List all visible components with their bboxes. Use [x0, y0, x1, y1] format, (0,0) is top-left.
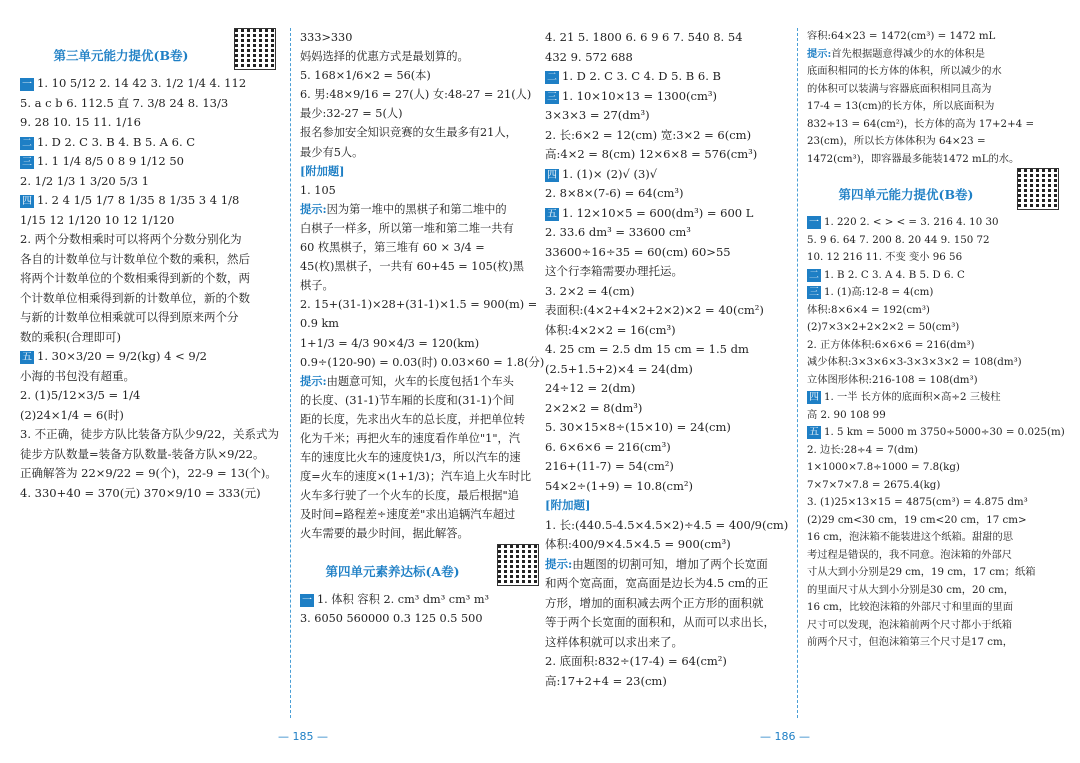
line-text: 1. 1 1/4 8/5 0 8 9 1/12 50	[37, 154, 184, 168]
answer-line	[545, 48, 790, 68]
line-text: 3. 6050 560000 0.3 125 0.5 500	[300, 611, 483, 625]
line-text: 火车需要的最少时间，据此解答。	[300, 527, 469, 541]
line-text: 距的长度，先求出火车的总长度，并把单位转	[300, 412, 526, 426]
line-text: 高:17+2+4 = 23(cm)	[545, 673, 667, 688]
answer-line	[545, 28, 790, 48]
answer-line	[545, 672, 790, 692]
answer-line	[20, 308, 282, 328]
line-text: 由题意可知，火车的长度包括1个车头	[326, 374, 514, 388]
part-number-badge: 二	[809, 269, 819, 281]
line-text: 表面积:(4×2+4×2+2×2)×2 = 40(cm²)	[545, 303, 764, 317]
line-text: 7×7×7×7.8 = 2675.4(kg)	[807, 478, 941, 491]
column-divider	[290, 28, 291, 718]
section-header	[807, 168, 1065, 214]
line-text: 1472(cm³)，即容器最多能装1472 mL的水。	[807, 152, 1020, 165]
section-header	[20, 28, 282, 74]
answer-line	[300, 238, 545, 257]
qr-code-icon	[1017, 168, 1059, 210]
answer-line	[545, 165, 790, 185]
addon-heading	[545, 496, 790, 516]
line-text: 最少有5人。	[300, 145, 364, 159]
hint-label: 提示:	[545, 556, 573, 571]
part-number-badge: 二	[547, 72, 557, 83]
line-text: 1. D 2. C 3. C 4. D 5. B 6. B	[562, 69, 721, 83]
answer-line	[807, 63, 1065, 81]
line-text: 1. (1)高:12-8 = 4(cm)	[824, 286, 934, 298]
line-text: 考过程是错误的，我不同意。泡沫箱的外部尺	[807, 548, 1013, 561]
section-title: 第四单元素养达标(A卷)	[325, 563, 460, 579]
answer-line	[20, 347, 282, 367]
answer-line	[807, 582, 1065, 600]
line-text: 立体图形体积:216-108 = 108(dm³)	[807, 373, 978, 386]
answer-line	[545, 360, 790, 380]
line-text: 1. 10 5/12 2. 14 42 3. 1/2 1/4 4. 112	[37, 76, 247, 90]
line-text: 33600÷16÷35 = 60(cm) 60>55	[545, 244, 731, 259]
answer-line	[545, 613, 790, 633]
column-divider	[797, 28, 798, 718]
line-text: 化为千米；再把火车的速度看作单位"1"，汽	[300, 431, 521, 445]
line-text: 各自的计数单位与计数单位个数的乘积，然后	[20, 251, 250, 266]
line-text: 45(枚)黑棋子，一共有 60+45 = 105(枚)黑	[300, 260, 525, 274]
line-text: 3. (1)25×13×15 = 4875(cm³) = 4.875 dm³	[807, 496, 1028, 508]
answer-line	[545, 477, 790, 497]
line-text: 由题图的切割可知，增加了两个长宽面	[572, 556, 768, 571]
page-number: — 185 —	[278, 730, 328, 743]
line-text: 等于两个长宽面的面积和，从而可以求出长，	[545, 615, 775, 629]
answer-line	[807, 232, 1065, 250]
line-text: 1. 一半 长方体的底面积×高÷2 三棱柱	[824, 391, 1001, 403]
part-number-badge: 三	[22, 157, 32, 168]
page-number: — 186 —	[760, 730, 810, 743]
line-text: 首先根据题意得减少的水的体积是	[831, 47, 986, 60]
part-number-badge: 三	[547, 91, 557, 103]
line-text: 将两个计数单位的个数相乘得到新的个数，两	[20, 271, 250, 285]
line-text: 1. 5 km = 5000 m 3750÷5000÷30 = 0.025(m)	[824, 426, 1065, 438]
line-text: 17-4 = 13(cm)的长方体，所以底面积为	[807, 100, 995, 112]
answer-line	[300, 334, 545, 353]
answer-line	[545, 516, 790, 536]
answer-line	[20, 484, 282, 504]
answer-line	[20, 250, 282, 270]
column-4	[807, 28, 1065, 718]
answer-line	[300, 410, 545, 429]
answer-line	[300, 448, 545, 467]
line-text: 3×3×3 = 27(dm³)	[545, 108, 650, 122]
answer-line	[807, 599, 1065, 617]
part-number-badge: 五	[22, 352, 32, 363]
qr-code-icon	[234, 28, 276, 70]
line-text: (2)29 cm<30 cm，19 cm<20 cm，17 cm>	[807, 513, 1027, 526]
answer-line	[20, 328, 282, 348]
line-text: 前两个尺寸，但泡沫箱第三个尺寸是17 cm，	[807, 636, 1014, 648]
line-text: 寸从大到小分别是29 cm，19 cm，17 cm；纸箱	[807, 566, 1036, 578]
line-text: 23(cm)，所以长方体体积为 64×23 =	[807, 135, 986, 147]
part-number-badge: 二	[22, 137, 32, 149]
line-text: 9. 28 10. 15 11. 1/16	[20, 115, 141, 129]
line-text: 高 2. 90 108 99	[807, 408, 886, 421]
line-text: 车的速度比火车的速度快1/3，所以汽车的速	[300, 451, 521, 465]
answer-line	[300, 104, 545, 123]
answer-line	[20, 367, 282, 387]
line-text: 尺寸可以发现，泡沫箱前两个尺寸都小于纸箱	[807, 618, 1013, 631]
line-text: 1/15 12 1/120 10 12 1/120	[20, 212, 175, 227]
answer-line	[545, 145, 790, 165]
line-text: 最少:32-27 = 5(人)	[300, 107, 403, 121]
line-text: 小海的书包没有超重。	[20, 368, 135, 383]
line-text: 1. (1)× (2)√ (3)√	[562, 166, 658, 181]
hint-label: 提示:	[807, 47, 832, 60]
part-number-badge: 一	[302, 594, 312, 606]
answer-line	[20, 386, 282, 406]
line-text: 2. 8×8×(7-6) = 64(cm³)	[545, 186, 684, 200]
answer-line	[545, 262, 790, 282]
hint-line	[545, 555, 790, 575]
answer-line	[807, 267, 1065, 285]
answer-line	[807, 214, 1065, 232]
answer-line	[300, 66, 545, 85]
answer-line	[20, 191, 282, 211]
answer-line	[300, 429, 545, 448]
line-text: [附加题]	[300, 163, 345, 178]
answer-line	[300, 295, 545, 314]
line-text: 1. 30×3/20 = 9/2(kg) 4 < 9/2	[37, 349, 207, 363]
line-text: 6. 6×6×6 = 216(cm³)	[545, 439, 671, 454]
line-text: 妈妈选择的优惠方式是最划算的。	[300, 50, 469, 64]
hint-line	[300, 200, 545, 219]
answer-line	[20, 133, 282, 153]
answer-line	[545, 340, 790, 360]
part-number-badge: 五	[547, 208, 557, 220]
answer-line	[807, 372, 1065, 390]
answer-line	[807, 337, 1065, 355]
line-text: 减少体积:3×3×6×3-3×3×3×2 = 108(dm³)	[807, 356, 1022, 368]
answer-line	[807, 564, 1065, 582]
line-text: 3. 不正确，徒步方队比装备方队少9/22，关系式为	[20, 427, 279, 441]
answer-line	[300, 257, 545, 276]
answer-line	[545, 379, 790, 399]
line-text: 体积:4×2×2 = 16(cm³)	[545, 322, 676, 337]
part-number-badge: 一	[22, 79, 32, 90]
line-text: 4. 330+40 = 370(元) 370×9/10 = 333(元)	[20, 485, 261, 500]
answer-line	[300, 590, 545, 609]
answer-line	[20, 152, 282, 172]
line-text: 的体积可以装满与容器底面积相同且高为	[807, 82, 992, 95]
answer-line	[545, 418, 790, 438]
line-text: 数的乘积(合理即可)	[20, 329, 121, 344]
answer-line	[807, 407, 1065, 425]
line-text: 与新的计数单位相乘就可以得到原来两个分	[20, 310, 239, 324]
part-number-badge: 四	[22, 196, 32, 207]
line-text: 10. 12 216 11. 不变 变小 96 56	[807, 251, 963, 263]
answer-line	[545, 574, 790, 594]
line-text: 4. 25 cm = 2.5 dm 15 cm = 1.5 dm	[545, 342, 749, 356]
answer-line	[807, 617, 1065, 635]
line-text: 60 枚黑棋子，第三堆有 60 × 3/4 =	[300, 241, 485, 255]
line-text: 0.9÷(120-90) = 0.03(时) 0.03×60 = 1.8(分)	[300, 355, 545, 369]
line-text: 6. 男:48×9/16 = 27(人) 女:48-27 = 21(人)	[300, 88, 532, 102]
line-text: (2)24×1/4 = 6(时)	[20, 407, 124, 422]
answer-line	[20, 230, 282, 250]
line-text: 4. 21 5. 1800 6. 6 9 6 7. 540 8. 54	[545, 30, 743, 44]
answer-line	[545, 223, 790, 243]
line-text: 5. 30×15×8÷(15×10) = 24(cm)	[545, 420, 731, 434]
line-text: 方形，增加的面积减去两个正方形的面积就	[545, 595, 764, 610]
line-text: 2. (1)5/12×3/5 = 1/4	[20, 388, 141, 402]
line-text: 1×1000×7.8÷1000 = 7.8(kg)	[807, 461, 960, 473]
line-text: 2. 1/2 1/3 1 3/20 5/3 1	[20, 173, 149, 188]
answer-line	[807, 494, 1065, 512]
answer-line	[807, 116, 1065, 134]
part-number-badge: 五	[809, 427, 819, 438]
line-text: 白棋子一样多，所以第一堆和第二堆一共有	[300, 221, 514, 235]
answer-line	[20, 269, 282, 289]
hint-label: 提示:	[300, 373, 327, 388]
answer-line	[807, 28, 1065, 46]
answer-line	[545, 457, 790, 477]
answer-line	[807, 442, 1065, 460]
line-text: 2. 长:6×2 = 12(cm) 宽:3×2 = 6(cm)	[545, 127, 752, 142]
answer-line	[545, 243, 790, 263]
answer-line	[300, 505, 545, 524]
answer-line	[807, 477, 1065, 495]
answer-line	[300, 486, 545, 505]
answer-line	[807, 512, 1065, 530]
answer-line	[20, 172, 282, 192]
line-text: 333>330	[300, 31, 353, 44]
line-text: 1. D 2. C 3. B 4. B 5. A 6. C	[37, 134, 196, 149]
line-text: 2. 两个分数相乘时可以将两个分数分别化为	[20, 232, 242, 246]
answer-line	[545, 282, 790, 302]
answer-line	[20, 113, 282, 133]
part-number-badge: 三	[809, 287, 819, 298]
answer-line	[300, 609, 545, 628]
column-1	[20, 28, 282, 718]
answer-line	[545, 67, 790, 87]
answer-line	[545, 399, 790, 419]
addon-heading	[300, 162, 545, 181]
line-text: 这样体积就可以求出来了。	[545, 634, 683, 649]
line-text: 和两个宽高面，宽高面是边长为4.5 cm的正	[545, 576, 769, 590]
answer-line	[20, 289, 282, 309]
line-text: (2)7×3×2+2×2×2 = 50(cm³)	[807, 321, 960, 333]
line-text: 16 cm，比较泡沫箱的外部尺寸和里面的里面	[807, 601, 1014, 613]
answer-line	[545, 652, 790, 672]
line-text: 2. 33.6 dm³ = 33600 cm³	[545, 225, 691, 239]
answer-line	[545, 321, 790, 341]
line-text: 的里面尺寸从大到小分别是30 cm，20 cm，	[807, 583, 1015, 596]
part-number-badge: 一	[809, 217, 819, 228]
line-text: 1. 10×10×13 = 1300(cm³)	[562, 88, 717, 103]
answer-line	[545, 594, 790, 614]
answer-line	[545, 126, 790, 146]
line-text: 1. 105	[300, 183, 336, 197]
line-text: 5. 9 6. 64 7. 200 8. 20 44 9. 150 72	[807, 233, 990, 246]
answer-line	[807, 459, 1065, 477]
answer-line	[20, 425, 282, 445]
answer-line	[807, 284, 1065, 302]
line-text: 2. 边长:28÷4 = 7(dm)	[807, 443, 919, 456]
answer-line	[807, 529, 1065, 547]
line-text: 1. 2 4 1/5 1/7 8 1/35 8 1/35 3 4 1/8	[37, 193, 240, 207]
column-2	[300, 28, 545, 718]
right-page	[545, 0, 1065, 763]
line-text: 1. 220 2. < > < = 3. 216 4. 10 30	[824, 216, 999, 228]
answer-line	[807, 389, 1065, 407]
answer-line	[545, 535, 790, 555]
answer-line	[20, 406, 282, 426]
answer-line	[545, 301, 790, 321]
answer-line	[300, 28, 545, 47]
answer-line	[20, 94, 282, 114]
hint-label: 提示:	[300, 201, 327, 216]
line-text: 体积:400/9×4.5×4.5 = 900(cm³)	[545, 537, 731, 551]
answer-line	[300, 524, 545, 543]
column-3	[545, 28, 790, 718]
answer-line	[807, 81, 1065, 99]
line-text: 度=火车的速度×(1+1/3)；汽车追上火车时比	[300, 470, 532, 484]
answer-line	[545, 633, 790, 653]
line-text: 54×2÷(1+9) = 10.8(cm²)	[545, 478, 693, 493]
answer-line	[807, 634, 1065, 652]
answer-line	[545, 184, 790, 204]
answer-line	[807, 133, 1065, 151]
answer-line	[300, 276, 545, 295]
answer-line	[300, 353, 545, 372]
line-text: 2. 15+(31-1)×28+(31-1)×1.5 = 900(m) =	[300, 298, 538, 312]
line-text: 3. 2×2 = 4(cm)	[545, 283, 635, 298]
answer-line	[807, 354, 1065, 372]
line-text: 16 cm，泡沫箱不能装进这个纸箱。甜甜的思	[807, 531, 1014, 543]
line-text: 832÷13 = 64(cm²)，长方体的高为 17+2+4 =	[807, 117, 1035, 130]
line-text: 这个行李箱需要办理托运。	[545, 264, 683, 278]
line-text: [附加题]	[545, 498, 591, 512]
line-text: 2. 底面积:832÷(17-4) = 64(cm²)	[545, 654, 727, 668]
left-page	[20, 0, 545, 763]
answer-line	[300, 85, 545, 104]
line-text: 216+(11-7) = 54(cm²)	[545, 459, 674, 473]
line-text: 5. a c b 6. 112.5 直 7. 3/8 24 8. 13/3	[20, 95, 229, 110]
answer-line	[300, 314, 545, 333]
line-text: 5. 168×1/6×2 = 56(本)	[300, 69, 431, 83]
answer-line	[545, 106, 790, 126]
part-number-badge: 四	[809, 392, 819, 403]
answer-line	[807, 319, 1065, 337]
answer-line	[20, 211, 282, 231]
line-text: 因为第一堆中的黑棋子和第二堆中的	[326, 202, 507, 216]
answer-line	[300, 123, 545, 142]
answer-line	[807, 249, 1065, 267]
section-header	[300, 544, 545, 590]
line-text: 0.9 km	[300, 317, 339, 331]
line-text: 徒步方队数量=装备方队数量-装备方队×9/22。	[20, 446, 265, 461]
line-text: 容积:64×23 = 1472(cm³) = 1472 mL	[807, 30, 996, 42]
line-text: 及时间=路程差÷速度差"求出追辆汽车超过	[300, 508, 516, 522]
line-text: 火车多行驶了一个火车的长度，最后根据"追	[300, 489, 519, 503]
section-title: 第三单元能力提优(B卷)	[53, 48, 189, 63]
line-text: 高:4×2 = 8(cm) 12×6×8 = 576(cm³)	[545, 147, 758, 161]
answer-line	[807, 547, 1065, 565]
answer-line	[545, 87, 790, 107]
line-text: 棋子。	[300, 279, 334, 293]
line-text: (2.5+1.5+2)×4 = 24(dm)	[545, 361, 693, 376]
line-text: 的长度、(31-1)节车厢的长度和(31-1)个间	[300, 393, 515, 407]
answer-line	[20, 464, 282, 484]
line-text: 个计数单位相乘得到新的计数单位，新的个数	[20, 290, 250, 305]
answer-line	[300, 391, 545, 410]
hint-line	[807, 46, 1065, 64]
answer-line	[300, 219, 545, 238]
part-number-badge: 四	[547, 169, 557, 181]
line-text: 2. 正方体体积:6×6×6 = 216(dm³)	[807, 338, 975, 351]
line-text: 1. B 2. C 3. A 4. B 5. D 6. C	[824, 268, 965, 281]
line-text: 报名参加安全知识竞赛的女生最多有21人，	[300, 126, 517, 140]
answer-line	[807, 98, 1065, 116]
line-text: 1. 12×10×5 = 600(dm³) = 600 L	[562, 205, 754, 220]
line-text: 体积:8×6×4 = 192(cm³)	[807, 303, 930, 316]
line-text: 底面积相同的长方体的体积，所以减少的水	[807, 65, 1002, 77]
answer-line	[545, 438, 790, 458]
line-text: 正确解答为 22×9/22 = 9(个)，22-9 = 13(个)。	[20, 466, 277, 480]
answer-line	[20, 74, 282, 94]
section-title: 第四单元能力提优(B卷)	[838, 187, 974, 202]
answer-line	[20, 445, 282, 465]
line-text: 1. 体积 容积 2. cm³ dm³ cm³ m³	[317, 592, 490, 606]
answer-line	[807, 424, 1065, 442]
line-text: 1. 长:(440.5-4.5×4.5×2)÷4.5 = 400/9(cm)	[545, 517, 789, 532]
answer-line	[300, 467, 545, 486]
line-text: 2×2×2 = 8(dm³)	[545, 400, 643, 415]
qr-code-icon	[497, 544, 539, 586]
answer-line	[300, 47, 545, 66]
line-text: 1+1/3 = 4/3 90×4/3 = 120(km)	[300, 336, 480, 350]
answer-line	[807, 302, 1065, 320]
answer-line	[807, 151, 1065, 169]
line-text: 24÷12 = 2(dm)	[545, 381, 636, 395]
answer-line	[545, 204, 790, 224]
hint-line	[300, 372, 545, 391]
line-text: 432 9. 572 688	[545, 49, 633, 64]
answer-line	[300, 143, 545, 162]
answer-line	[300, 181, 545, 200]
